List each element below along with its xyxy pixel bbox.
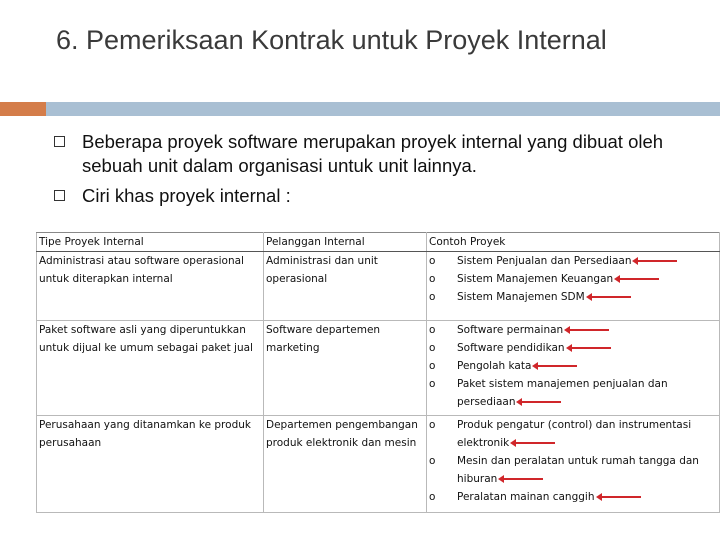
examples-cell: [427, 321, 720, 416]
title-accent-bar: [0, 102, 46, 116]
red-arrow-icon: [503, 478, 543, 480]
customer-cell: Departemen pengembangan produk elektronik dan mesin: [264, 416, 427, 513]
red-arrow-icon: [537, 365, 577, 367]
red-arrow-icon: [571, 347, 611, 349]
circle-bullet: o: [429, 291, 436, 303]
bullet-text: Beberapa proyek software merupakan proyek internal yang dibuat oleh sebuah unit dalam organisasi untuk unit lainnya.: [82, 131, 664, 176]
type-cell: Perusahaan yang ditanamkan ke produk perusahaan: [37, 416, 264, 513]
circle-bullet: o: [429, 360, 436, 372]
red-arrow-icon: [619, 278, 659, 280]
example-item: o Software pendidikan: [429, 339, 717, 357]
header-cell: Contoh Proyek: [427, 233, 720, 252]
circle-bullet: o: [429, 324, 436, 336]
circle-bullet: o: [429, 342, 436, 354]
square-bullet-icon: [54, 190, 65, 201]
example-item: o Peralatan mainan canggih: [429, 488, 717, 506]
red-arrow-icon: [521, 401, 561, 403]
example-item: o Pengolah kata: [429, 357, 717, 375]
red-arrow-icon: [601, 496, 641, 498]
title-divider-bar: [46, 102, 720, 116]
square-bullet-icon: [54, 136, 65, 147]
red-arrow-icon: [569, 329, 609, 331]
example-item: o Sistem Penjualan dan Persediaan: [429, 252, 717, 270]
red-arrow-icon: [637, 260, 677, 262]
circle-bullet: o: [429, 378, 436, 390]
circle-bullet: o: [429, 455, 436, 467]
type-cell: Paket software asli yang diperuntukkan untuk dijual ke umum sebagai paket jual: [37, 321, 264, 416]
internal-project-table: [36, 232, 720, 513]
circle-bullet: o: [429, 419, 436, 431]
circle-bullet: o: [429, 273, 436, 285]
example-item: o Produk pengatur (control) dan instrumentasi elektronik: [429, 416, 717, 452]
example-item: o Software permainan: [429, 321, 717, 339]
table-header-row: [37, 233, 720, 252]
bullet-list: [54, 130, 704, 214]
example-item: o Mesin dan peralatan untuk rumah tangga dan hiburan: [429, 452, 717, 488]
red-arrow-icon: [591, 296, 631, 298]
header-cell: Tipe Proyek Internal: [37, 233, 264, 252]
customer-cell: Administrasi dan unit operasional: [264, 252, 427, 321]
examples-cell: [427, 252, 720, 321]
bullet-item: [54, 130, 704, 178]
table-row: [37, 416, 720, 513]
circle-bullet: o: [429, 491, 436, 503]
example-item: o Sistem Manajemen Keuangan: [429, 270, 717, 288]
slide-title: 6. Pemeriksaan Kontrak untuk Proyek Internal: [56, 25, 607, 55]
example-item: o Paket sistem manajemen penjualan dan persediaan: [429, 375, 717, 411]
example-item: o Sistem Manajemen SDM: [429, 288, 717, 306]
type-cell: Administrasi atau software operasional untuk diterapkan internal: [37, 252, 264, 321]
examples-cell: [427, 416, 720, 513]
table-row: [37, 252, 720, 321]
header-cell: Pelanggan Internal: [264, 233, 427, 252]
customer-cell: Software departemen marketing: [264, 321, 427, 416]
bullet-item: [54, 184, 704, 208]
red-arrow-icon: [515, 442, 555, 444]
bullet-text: Ciri khas proyek internal :: [82, 185, 291, 206]
circle-bullet: o: [429, 255, 436, 267]
table-row: [37, 321, 720, 416]
